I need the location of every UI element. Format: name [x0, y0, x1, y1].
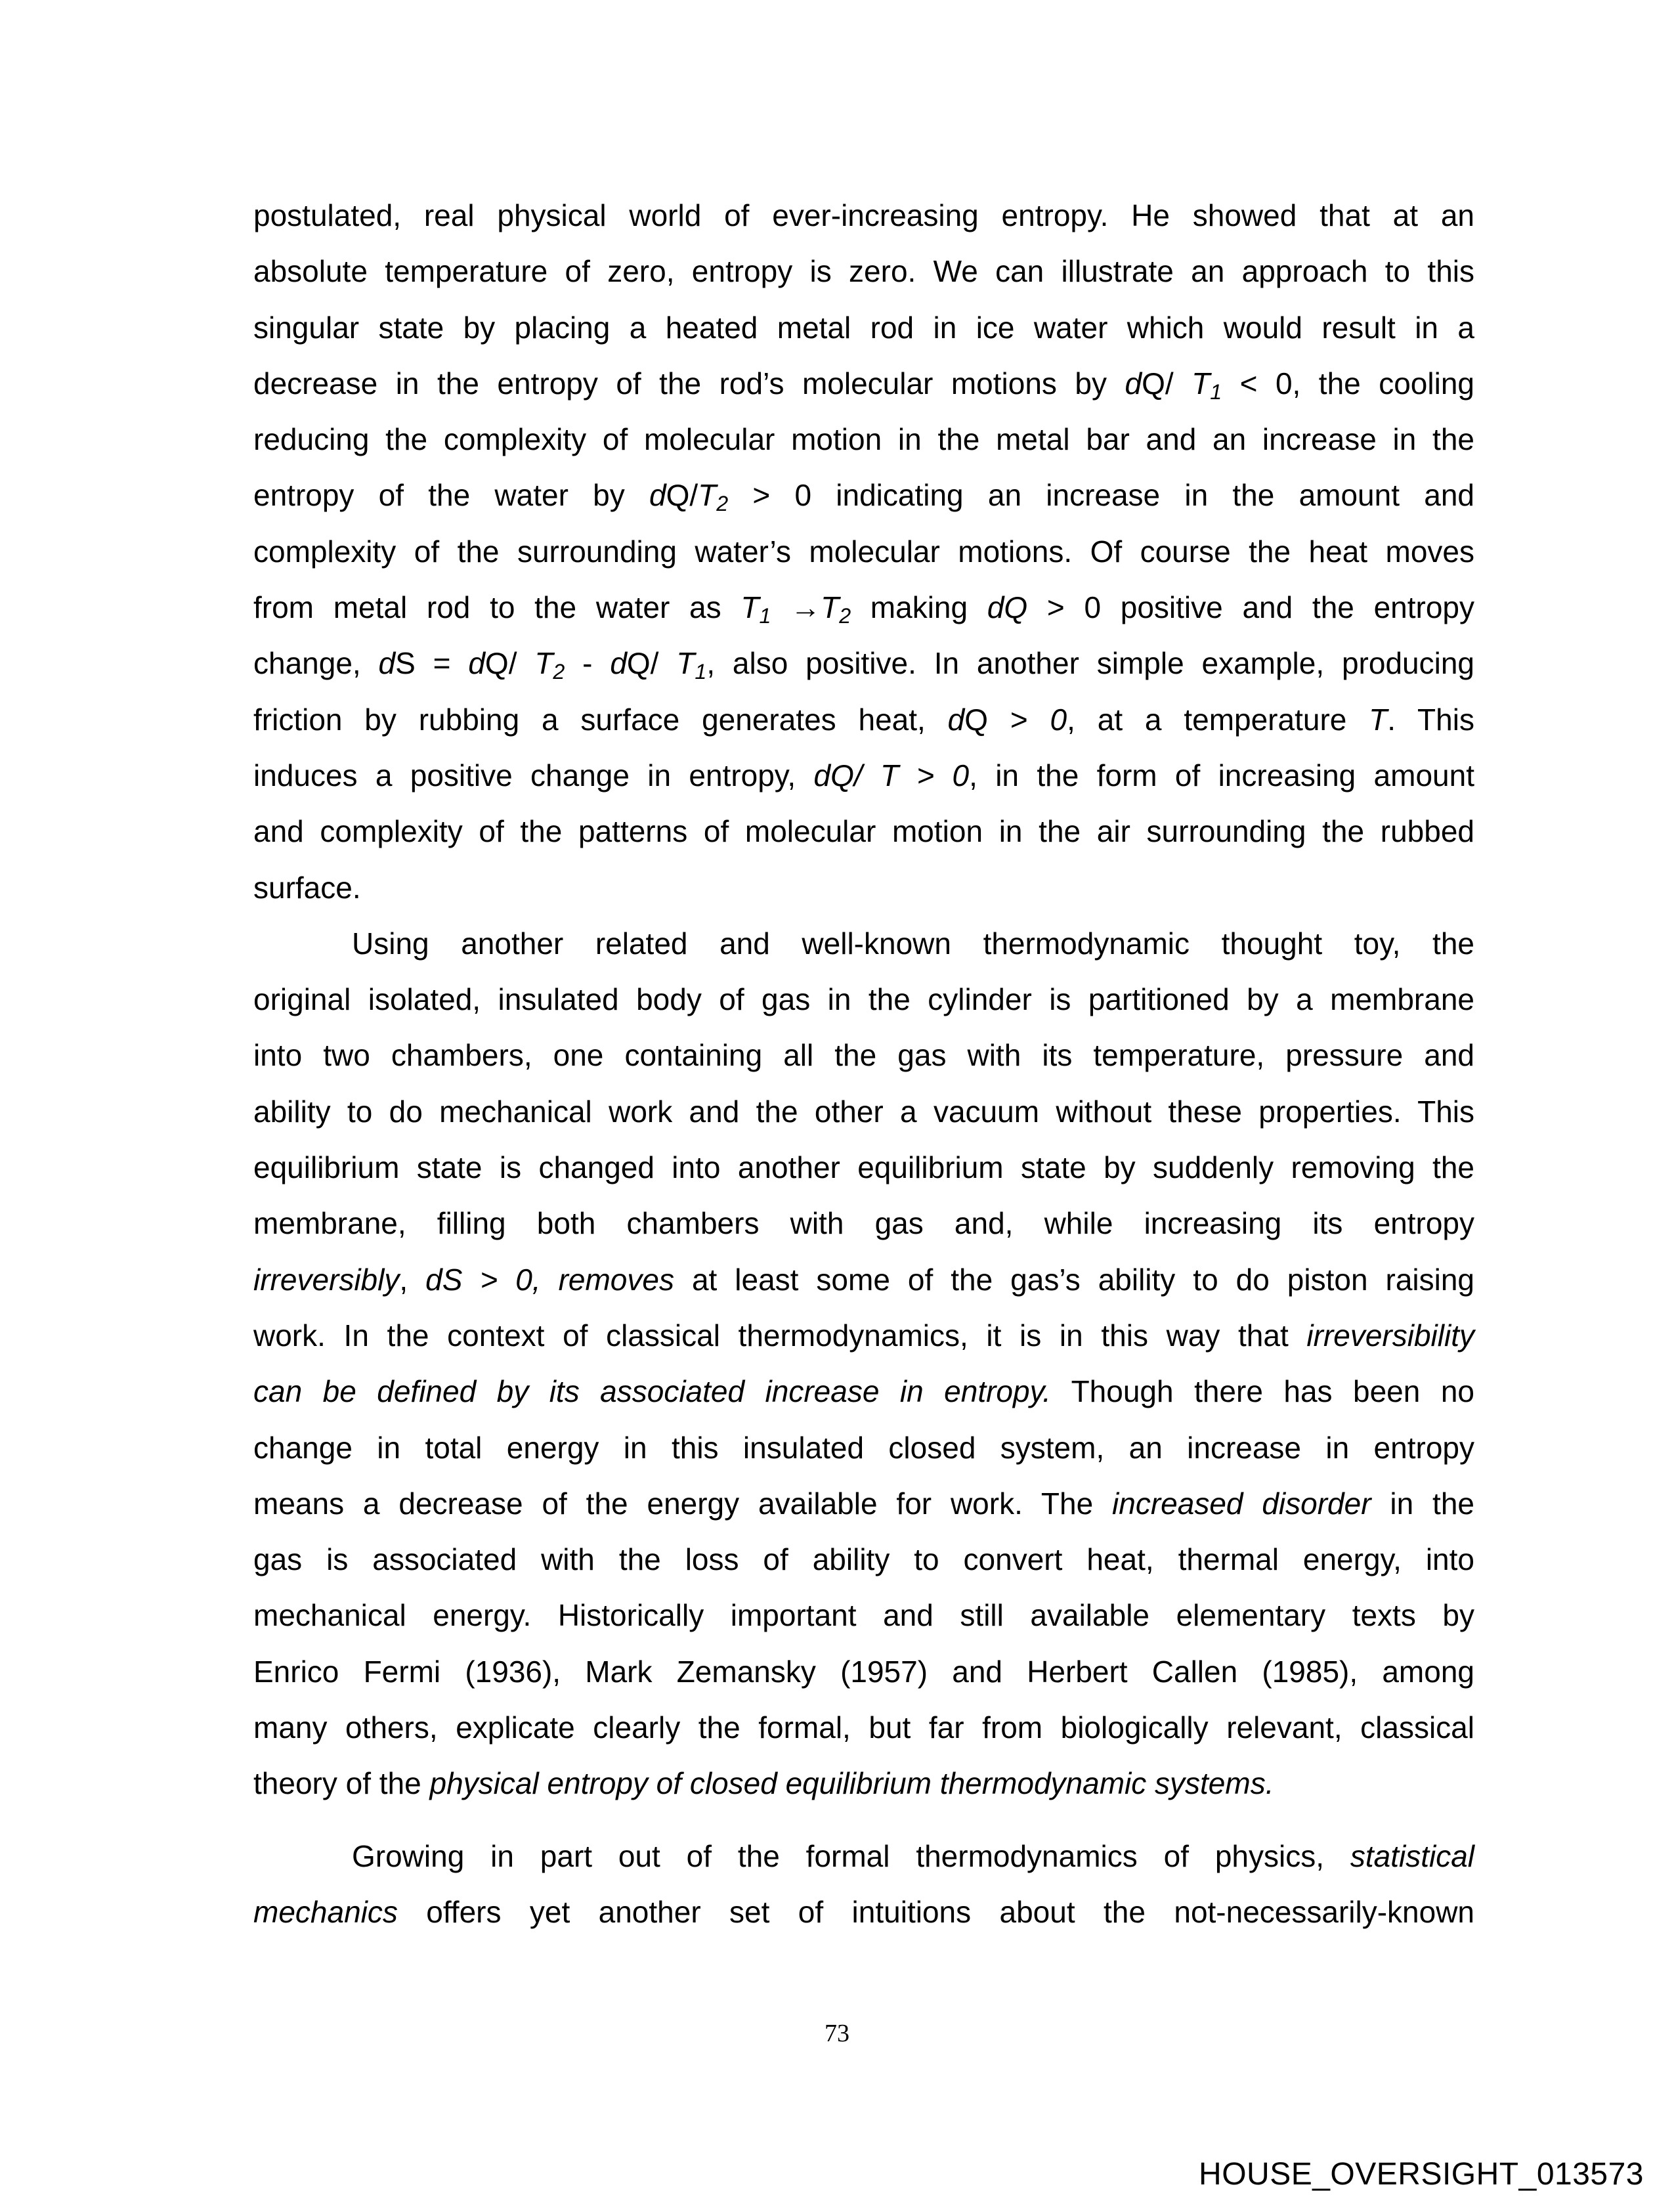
text-segment: Though there has been no	[1050, 1374, 1474, 1409]
text-segment: into two chambers, one containing all the gas with its temperature, pressure and	[253, 1038, 1474, 1073]
text-line	[253, 467, 1474, 523]
text-segment: , also positive. In another simple example, producing	[706, 646, 1474, 681]
text-line	[253, 860, 1474, 916]
subscript: 2	[716, 492, 729, 516]
italic-text: irreversibility	[1306, 1318, 1474, 1353]
text-line	[253, 1588, 1474, 1643]
text-segment: Q/	[666, 478, 698, 513]
italic-text: T	[740, 590, 760, 625]
subscript: 2	[553, 660, 565, 684]
text-line	[253, 300, 1474, 356]
text-segment: →	[771, 590, 821, 625]
text-segment: ability to do mechanical work and the other a vacuum without these properties. This	[253, 1094, 1474, 1129]
text-segment: Q/	[626, 646, 677, 681]
text-segment: theory of the	[253, 1766, 430, 1801]
text-segment: change,	[253, 646, 379, 681]
text-line	[253, 1829, 1474, 1884]
text-segment: , at a temperature	[1067, 702, 1369, 737]
italic-text: T	[821, 590, 840, 625]
text-segment: surface.	[253, 870, 361, 905]
subscript: 1	[1210, 380, 1222, 404]
text-line	[253, 916, 1474, 972]
text-segment: membrane, filling both chambers with gas and, while increasing its entropy	[253, 1206, 1474, 1241]
text-line	[253, 412, 1474, 467]
text-segment: Growing in part out of the formal thermodynamics of physics,	[352, 1838, 1350, 1873]
text-line	[253, 1756, 1474, 1811]
text-segment: mechanical energy. Historically important and still available elementary texts by	[253, 1598, 1474, 1633]
text-segment: S =	[395, 646, 469, 681]
text-segment: in the	[1371, 1486, 1474, 1521]
text-segment: -	[565, 646, 611, 681]
italic-text: d	[947, 702, 965, 737]
italic-text: d	[378, 646, 396, 681]
italic-text: 0	[1050, 702, 1067, 737]
text-segment: from metal rod to the water as	[253, 590, 741, 625]
text-segment: Q >	[964, 702, 1050, 737]
text-segment: equilibrium state is changed into another equilibrium state by suddenly removing the	[253, 1150, 1474, 1185]
text-segment: . This	[1387, 702, 1474, 737]
italic-text: dQ/ T > 0	[813, 758, 970, 792]
text-line	[253, 188, 1474, 244]
text-segment: at least some of the gas’s ability to do piston raising	[674, 1262, 1475, 1297]
text-segment: postulated, real physical world of ever-increasing entropy. He showed that at an	[253, 198, 1474, 232]
text-line	[253, 692, 1474, 748]
text-line	[253, 1252, 1474, 1308]
italic-text: can be defined by its associated increase in entropy.	[253, 1374, 1051, 1409]
italic-text: T	[1191, 366, 1211, 401]
text-segment: singular state by placing a heated metal rod in ice water which would result in a	[253, 310, 1474, 345]
text-line	[253, 636, 1474, 691]
text-segment: means a decrease of the energy available for work. The	[253, 1486, 1113, 1521]
text-line	[253, 1028, 1474, 1083]
text-line	[253, 1084, 1474, 1140]
text-line	[253, 1196, 1474, 1251]
text-segment: ,	[399, 1262, 426, 1297]
text-segment: and complexity of the patterns of molecular motion in the air surrounding the rubbed	[253, 814, 1474, 849]
subscript: 1	[695, 660, 707, 684]
body-text	[253, 188, 1474, 1940]
italic-text: physical entropy of closed equilibrium thermodynamic systems.	[429, 1766, 1274, 1801]
italic-text: statistical	[1350, 1838, 1474, 1873]
paragraph-gap	[253, 1812, 1474, 1829]
text-segment: induces a positive change in entropy,	[253, 758, 814, 792]
italic-text: d	[1125, 366, 1142, 401]
italic-text: increased disorder	[1112, 1486, 1371, 1521]
text-line	[253, 580, 1474, 636]
text-line	[253, 748, 1474, 804]
text-segment: Enrico Fermi (1936), Mark Zemansky (1957) and Herbert Callen (1985), among	[253, 1654, 1474, 1689]
text-segment: making	[851, 590, 987, 625]
subscript: 2	[839, 604, 851, 628]
text-segment: complexity of the surrounding water’s molecular motions. Of course the heat moves	[253, 534, 1474, 569]
text-segment: < 0, the cooling	[1222, 366, 1474, 401]
text-segment: original isolated, insulated body of gas in the cylinder is partitioned by a membrane	[253, 982, 1474, 1017]
italic-text: mechanics	[253, 1894, 398, 1929]
page-number: 73	[825, 2020, 849, 2047]
italic-text: dQ	[987, 590, 1028, 625]
italic-text: T	[698, 478, 717, 513]
text-segment: work. In the context of classical thermodynamics, it is in this way that	[253, 1318, 1307, 1353]
text-segment: , in the form of increasing amount	[969, 758, 1474, 792]
text-line	[253, 1700, 1474, 1756]
paragraph	[253, 916, 1474, 1812]
text-segment: absolute temperature of zero, entropy is zero. We can illustrate an approach to this	[253, 254, 1474, 289]
italic-text: T	[534, 646, 553, 681]
text-segment: Using another related and well-known thermodynamic thought toy, the	[352, 926, 1474, 961]
text-segment: friction by rubbing a surface generates heat,	[253, 702, 948, 737]
text-segment: decrease in the entropy of the rod’s molecular motions by	[253, 366, 1125, 401]
italic-text: d	[468, 646, 485, 681]
paragraph	[253, 1829, 1474, 1941]
text-line	[253, 972, 1474, 1028]
italic-text: d	[649, 478, 666, 513]
text-segment: > 0 indicating an increase in the amount and	[728, 478, 1474, 513]
text-segment: gas is associated with the loss of ability to convert heat, thermal energy, into	[253, 1542, 1474, 1577]
italic-text: T	[1369, 702, 1388, 737]
text-segment: many others, explicate clearly the formal, but far from biologically relevant, classical	[253, 1710, 1474, 1745]
text-segment: entropy of the water by	[253, 478, 649, 513]
text-line	[253, 1532, 1474, 1588]
paragraph	[253, 188, 1474, 916]
text-line	[253, 1308, 1474, 1364]
text-line	[253, 1884, 1474, 1940]
text-line	[253, 524, 1474, 580]
text-segment: offers yet another set of intuitions about the not-necessarily-known	[397, 1894, 1474, 1929]
text-line	[253, 1420, 1474, 1476]
subscript: 1	[759, 604, 771, 628]
italic-text: dS > 0, removes	[425, 1262, 674, 1297]
text-line	[253, 356, 1474, 412]
text-line	[253, 244, 1474, 299]
text-line	[253, 1644, 1474, 1700]
text-segment: Q/	[1142, 366, 1192, 401]
text-line	[253, 804, 1474, 859]
text-segment: Q/	[484, 646, 535, 681]
text-segment: reducing the complexity of molecular motion in the metal bar and an increase in the	[253, 422, 1474, 457]
text-segment: change in total energy in this insulated closed system, an increase in entropy	[253, 1430, 1474, 1465]
text-segment: > 0 positive and the entropy	[1027, 590, 1474, 625]
italic-text: T	[676, 646, 695, 681]
text-line	[253, 1140, 1474, 1196]
text-line	[253, 1476, 1474, 1532]
bates-stamp: HOUSE_OVERSIGHT_013573	[1199, 2157, 1644, 2192]
italic-text: d	[610, 646, 627, 681]
italic-text: irreversibly	[253, 1262, 400, 1297]
text-line	[253, 1364, 1474, 1420]
